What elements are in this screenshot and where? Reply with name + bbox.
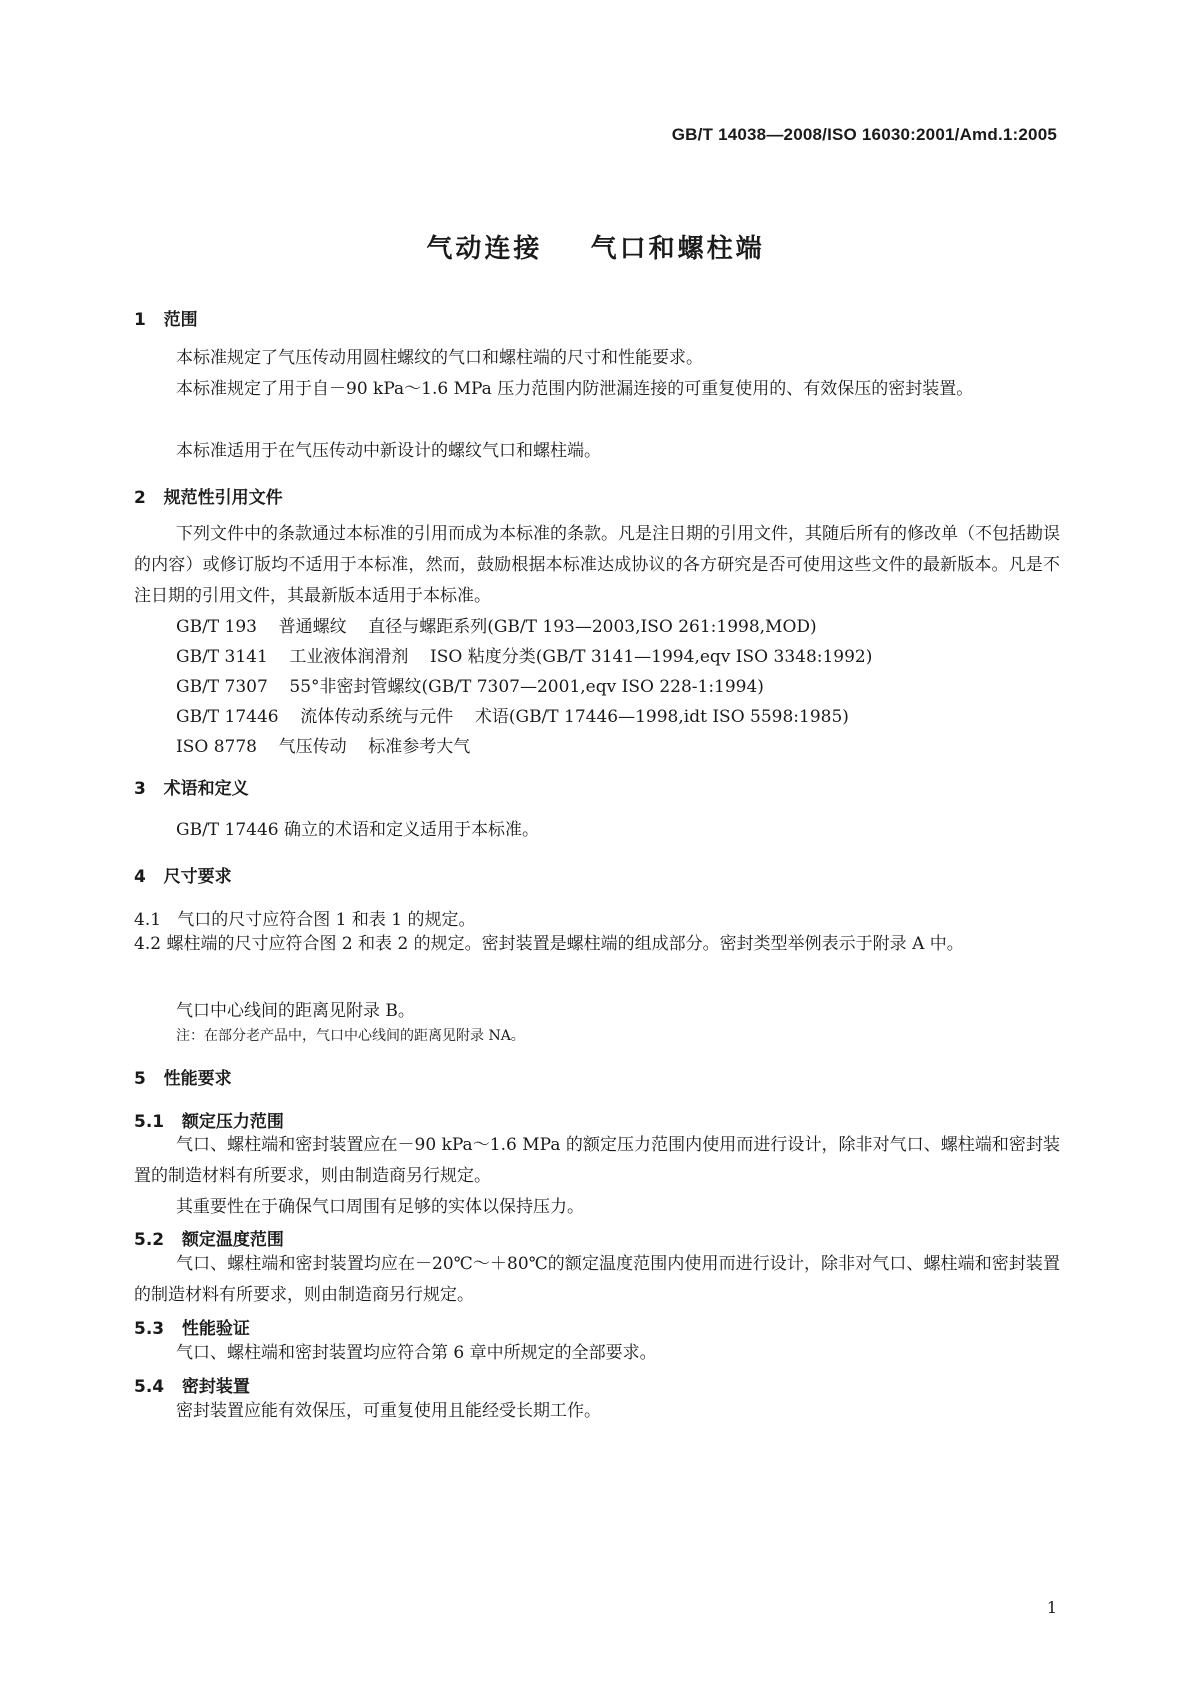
section-1-paragraph-2: 本标准规定了用于自－90 kPa～1.6 MPa 压力范围内防泄漏连接的可重复使用的、有效保压的密封装置。: [176, 379, 974, 399]
normative-reference-item: GB/T 7307 55°非密封管螺纹(GB/T 7307—2001,eqv ISO 228-1:1994): [176, 677, 764, 697]
section-1-paragraph-1: 本标准规定了气压传动用圆柱螺纹的气口和螺柱端的尺寸和性能要求。: [176, 348, 703, 368]
standard-code: GB/T 14038—2008/ISO 16030:2001/Amd.1:2005: [671, 125, 1057, 144]
normative-reference-item: GB/T 17446 流体传动系统与元件 术语(GB/T 17446—1998,idt ISO 5598:1985): [176, 707, 849, 727]
clause-5-4-paragraph-1: 密封装置应能有效保压，可重复使用且能经受长期工作。: [176, 1401, 601, 1421]
clause-5-1-paragraph-1: 气口、螺柱端和密封装置应在－90 kPa～1.6 MPa 的额定压力范围内使用而进行设计，除非对气口、螺柱端和密封装置的制造材料有所要求，则由制造商另行规定。: [134, 1135, 1060, 1186]
clause-5-2-paragraph-1: 气口、螺柱端和密封装置均应在－20℃～＋80℃的额定温度范围内使用而进行设计，除非对气口、螺柱端和密封装置的制造材料有所要求，则由制造商另行规定。: [134, 1254, 1060, 1305]
clause-5-3-paragraph-1: 气口、螺柱端和密封装置均应符合第 6 章中所规定的全部要求。: [176, 1343, 657, 1363]
section-3-paragraph-1: GB/T 17446 确立的术语和定义适用于本标准。: [176, 820, 540, 840]
clause-5-2-heading: 5.2 额定温度范围: [134, 1230, 284, 1250]
section-1-paragraph-3: 本标准适用于在气压传动中新设计的螺纹气口和螺柱端。: [176, 441, 601, 461]
section-5-heading: 5 性能要求: [134, 1069, 232, 1089]
page-number: 1: [1046, 1598, 1057, 1617]
clause-5-1-heading: 5.1 额定压力范围: [134, 1112, 284, 1132]
normative-reference-item: GB/T 3141 工业液体润滑剂 ISO 粘度分类(GB/T 3141—1994,eqv ISO 3348:1992): [176, 647, 873, 667]
clause-4-2: 4.2 螺柱端的尺寸应符合图 2 和表 2 的规定。密封装置是螺柱端的组成部分。密封类型举例表示于附录 A 中。: [134, 934, 964, 954]
section-2-heading: 2 规范性引用文件: [134, 488, 283, 508]
clause-4-1: 4.1 气口的尺寸应符合图 1 和表 1 的规定。: [134, 910, 476, 930]
section-4-note: 注：在部分老产品中，气口中心线间的距离见附录 NA。: [176, 1028, 525, 1044]
section-1-heading: 1 范围: [134, 310, 198, 330]
clause-5-4-heading: 5.4 密封装置: [134, 1377, 250, 1397]
section-4-heading: 4 尺寸要求: [134, 867, 232, 887]
normative-reference-item: ISO 8778 气压传动 标准参考大气: [176, 737, 471, 757]
section-3-heading: 3 术语和定义: [134, 779, 249, 799]
clause-4-paragraph: 气口中心线间的距离见附录 B。: [176, 1001, 415, 1021]
clause-5-1-paragraph-2: 其重要性在于确保气口周围有足够的实体以保持压力。: [176, 1197, 584, 1217]
normative-reference-item: GB/T 193 普通螺纹 直径与螺距系列(GB/T 193—2003,ISO 261:1998,MOD): [176, 617, 817, 637]
clause-5-3-heading: 5.3 性能验证: [134, 1319, 250, 1339]
section-2-paragraph-1: 下列文件中的条款通过本标准的引用而成为本标准的条款。凡是注日期的引用文件，其随后所有的修改单（不包括勘误的内容）或修订版均不适用于本标准，然而，鼓励根据本标准达成协议的各方研究是否可使用这些文件的最新版本。凡是不注日期的引用文件，其最新版本适用于本标准。: [134, 524, 1060, 606]
document-title: 气动连接 气口和螺柱端: [426, 234, 765, 264]
